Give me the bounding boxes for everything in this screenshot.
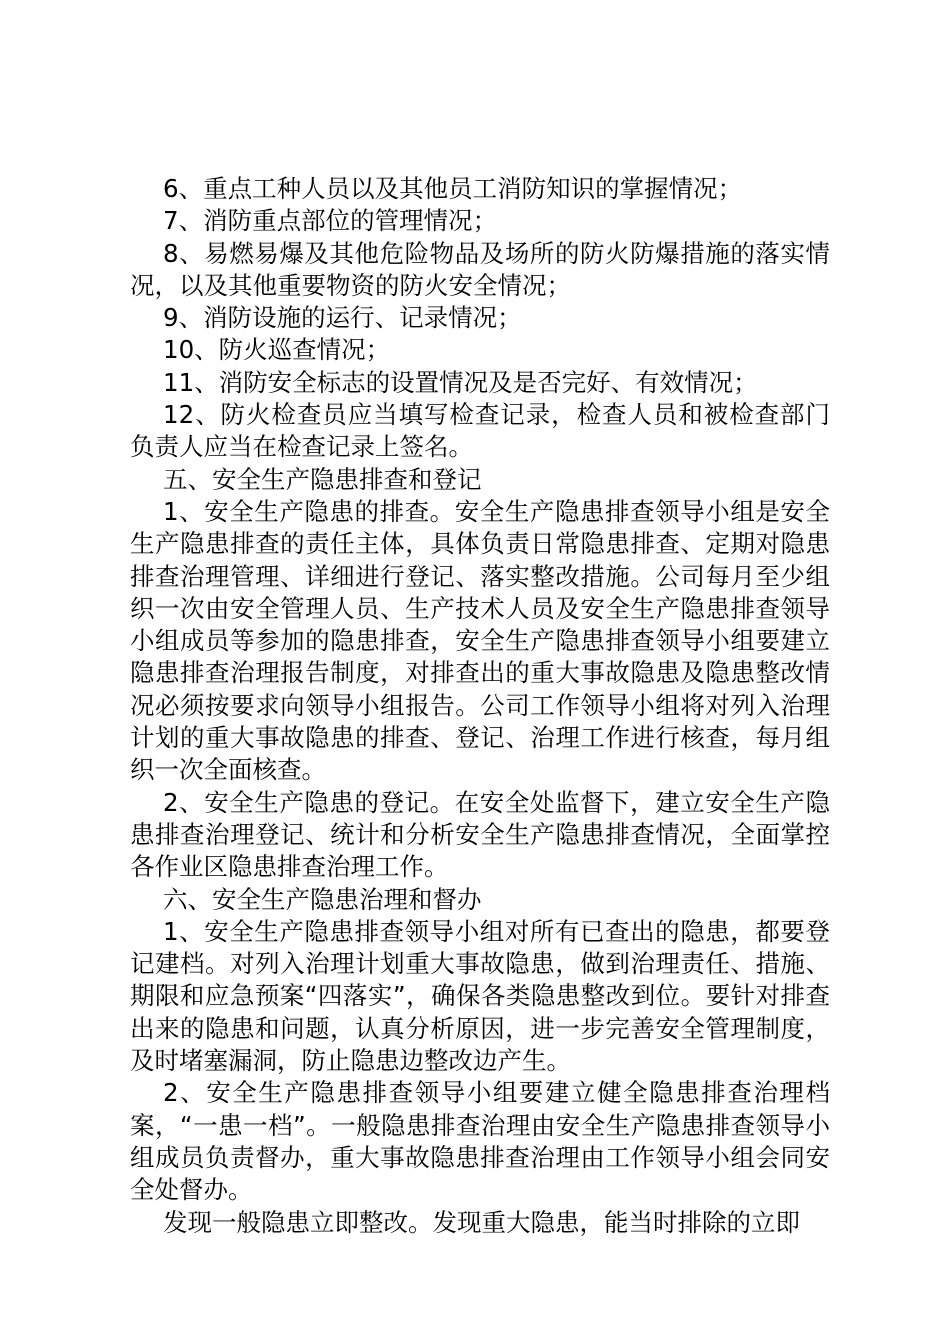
list-item: 7、消防重点部位的管理情况； bbox=[163, 206, 498, 236]
list-item: 1、安全生产隐患排查领导小组对所有已查出的隐患，都要登记建档。对列入治理计划重大事故隐患，做到治理责任、措施、期限和应急预案“四落实”，确保各类隐患整改到位。要针对排查出来的隐患和问题，认真分析原因，进一步完善安全管理制度，及时堵塞漏洞，防止隐患边整改边产生。 bbox=[130, 916, 830, 1076]
section-heading: 六、安全生产隐患治理和督办 bbox=[163, 884, 482, 914]
list-item: 9、消防设施的运行、记录情况； bbox=[163, 303, 522, 333]
list-item: 1、安全生产隐患的排查。安全生产隐患排查领导小组是安全生产隐患排查的责任主体，具体负责日常隐患排查、定期对隐患排查治理管理、详细进行登记、落实整改措施。公司每月至少组织一次由安全管理人员、生产技术人员及安全生产隐患排查领导小组成员等参加的隐患排查，安全生产隐患排查领导小组要建立隐患排查治理报告制度，对排查出的重大事故隐患及隐患整改情况必须按要求向领导小组报告。公司工作领导小组将对列入治理计划的重大事故隐患的排查、登记、治理工作进行核查，每月组织一次全面核查。 bbox=[130, 496, 830, 785]
list-item: 6、重点工种人员以及其他员工消防知识的掌握情况； bbox=[163, 174, 743, 203]
list-item: 2、安全生产隐患的登记。在安全处监督下，建立安全生产隐患排查治理登记、统计和分析安全生产隐患排查情况，全面掌控各作业区隐患排查治理工作。 bbox=[130, 787, 830, 882]
list-item: 11、消防安全标志的设置情况及是否完好、有效情况； bbox=[163, 367, 758, 397]
body-paragraph: 发现一般隐患立即整改。发现重大隐患，能当时排除的立即 bbox=[163, 1207, 800, 1237]
document-page bbox=[130, 173, 830, 1239]
section-heading: 五、安全生产隐患排查和登记 bbox=[163, 464, 482, 494]
list-item: 8、易燃易爆及其他危险物品及场所的防火防爆措施的落实情况，以及其他重要物资的防火安全情况； bbox=[130, 238, 830, 300]
list-item: 2、安全生产隐患排查领导小组要建立健全隐患排查治理档案，“一患一档”。一般隐患排查治理由安全生产隐患排查领导小组成员负责督办，重大事故隐患排查治理由工作领导小组会同安全处督办。 bbox=[130, 1078, 830, 1205]
list-item: 10、防火巡查情况； bbox=[163, 335, 391, 365]
list-item: 12、防火检查员应当填写检查记录，检查人员和被检查部门负责人应当在检查记录上签名。 bbox=[130, 400, 830, 462]
